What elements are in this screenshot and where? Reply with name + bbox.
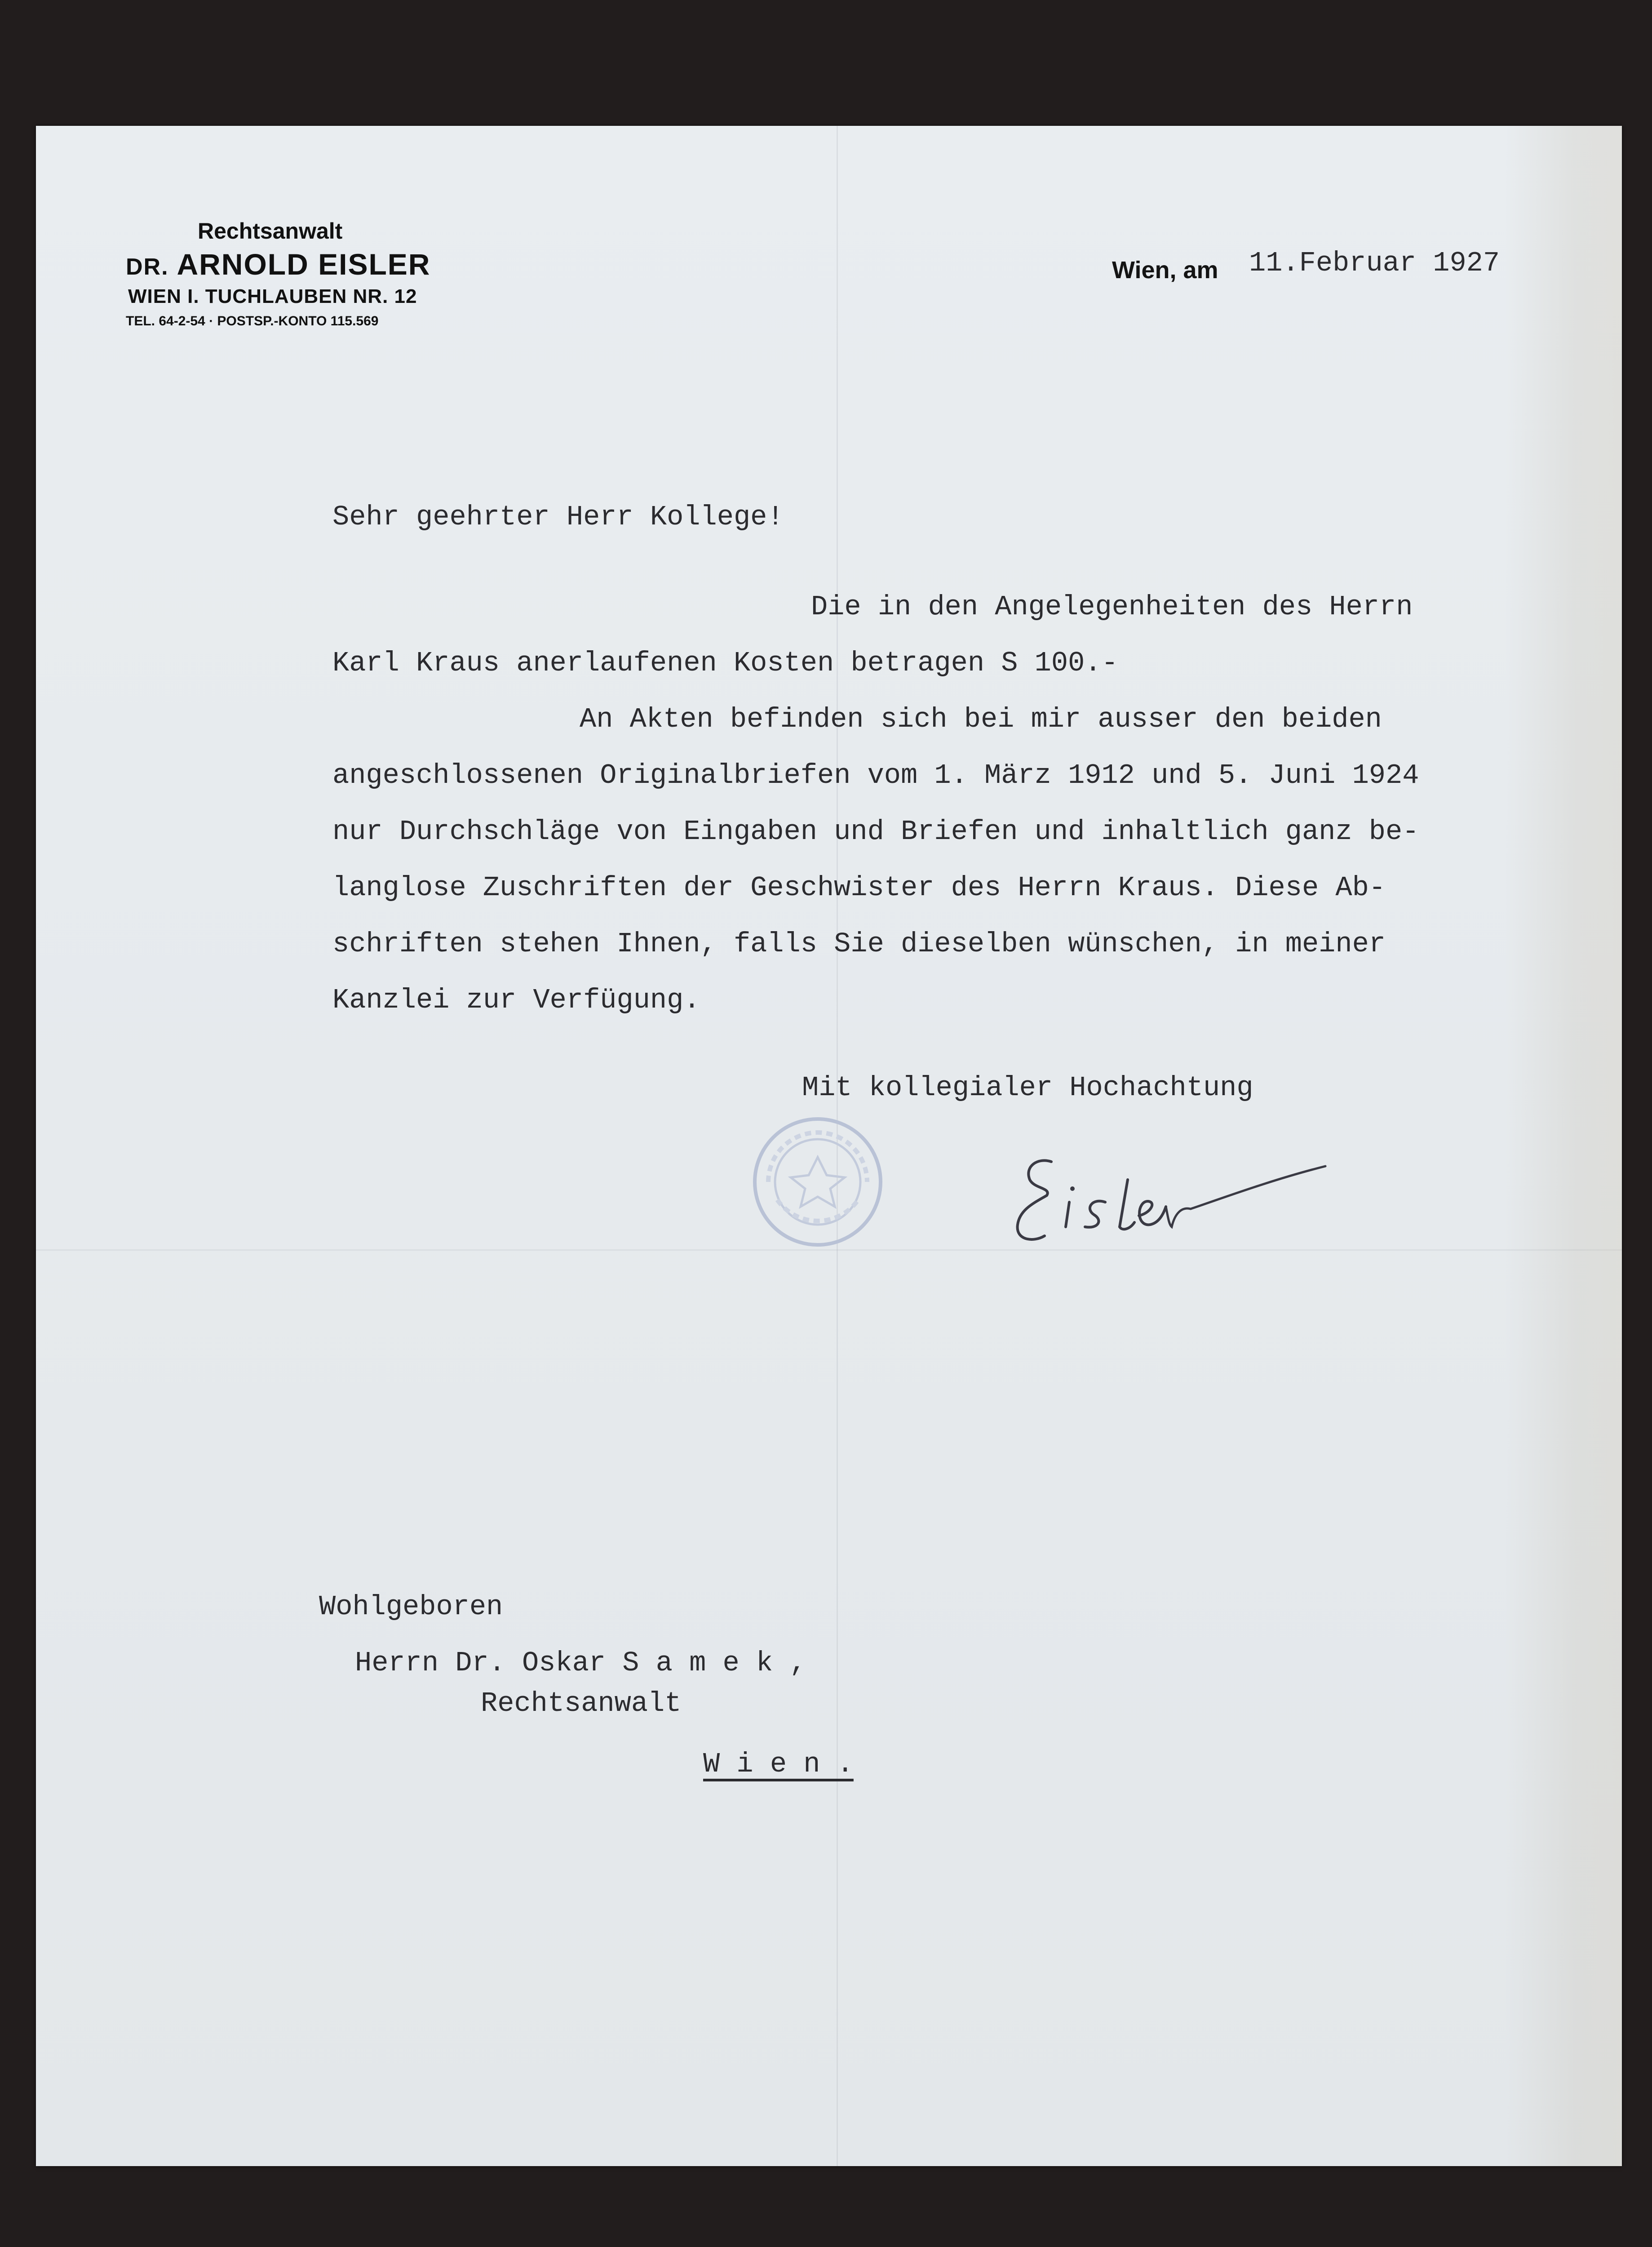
- letterhead-address: WIEN I. TUCHLAUBEN NR. 12: [128, 285, 417, 307]
- body-line-3: An Akten befinden sich bei mir ausser den beiden: [580, 703, 1382, 735]
- body-line-5: nur Durchschläge von Eingaben und Briefen und inhaltlich ganz be-: [332, 816, 1419, 848]
- letterhead-name-prefix: DR.: [126, 254, 169, 280]
- body-line-7: schriften stehen Ihnen, falls Sie dieselben wünschen, in meiner: [332, 928, 1386, 960]
- letterhead-name: [126, 247, 430, 281]
- seal-stamp: [750, 1115, 885, 1249]
- recipient-honorific: Wohlgeboren: [319, 1591, 503, 1623]
- body-line-4: angeschlossenen Originalbriefen vom 1. März 1912 und 5. Juni 1924: [332, 759, 1419, 791]
- body-line-2: Karl Kraus anerlaufenen Kosten betragen S 100.-: [332, 647, 1118, 679]
- body-line-1: Die in den Angelegenheiten des Herrn: [811, 591, 1413, 623]
- letter-page: [36, 126, 1622, 2166]
- closing-line: Mit kollegialer Hochachtung: [802, 1072, 1253, 1104]
- date-place: Wien, am: [1112, 257, 1218, 284]
- salutation: Sehr geehrter Herr Kollege!: [332, 501, 784, 533]
- recipient-profession: Rechtsanwalt: [481, 1687, 682, 1719]
- letterhead-contact: TEL. 64-2-54 · POSTSP.-KONTO 115.569: [126, 314, 379, 329]
- fold-line-horizontal: [36, 1249, 1622, 1251]
- handwritten-signature: [1002, 1135, 1330, 1252]
- body-line-8: Kanzlei zur Verfügung.: [332, 984, 700, 1016]
- recipient-city: W i e n .: [703, 1748, 854, 1780]
- body-line-6: langlose Zuschriften der Geschwister des Herrn Kraus. Diese Ab-: [332, 872, 1386, 904]
- letterhead-title: Rechtsanwalt: [198, 218, 343, 244]
- recipient-name: Herrn Dr. Oskar S a m e k ,: [355, 1647, 806, 1679]
- letterhead-name-text: ARNOLD EISLER: [177, 248, 431, 281]
- letter-date: 11.Februar 1927: [1249, 247, 1500, 279]
